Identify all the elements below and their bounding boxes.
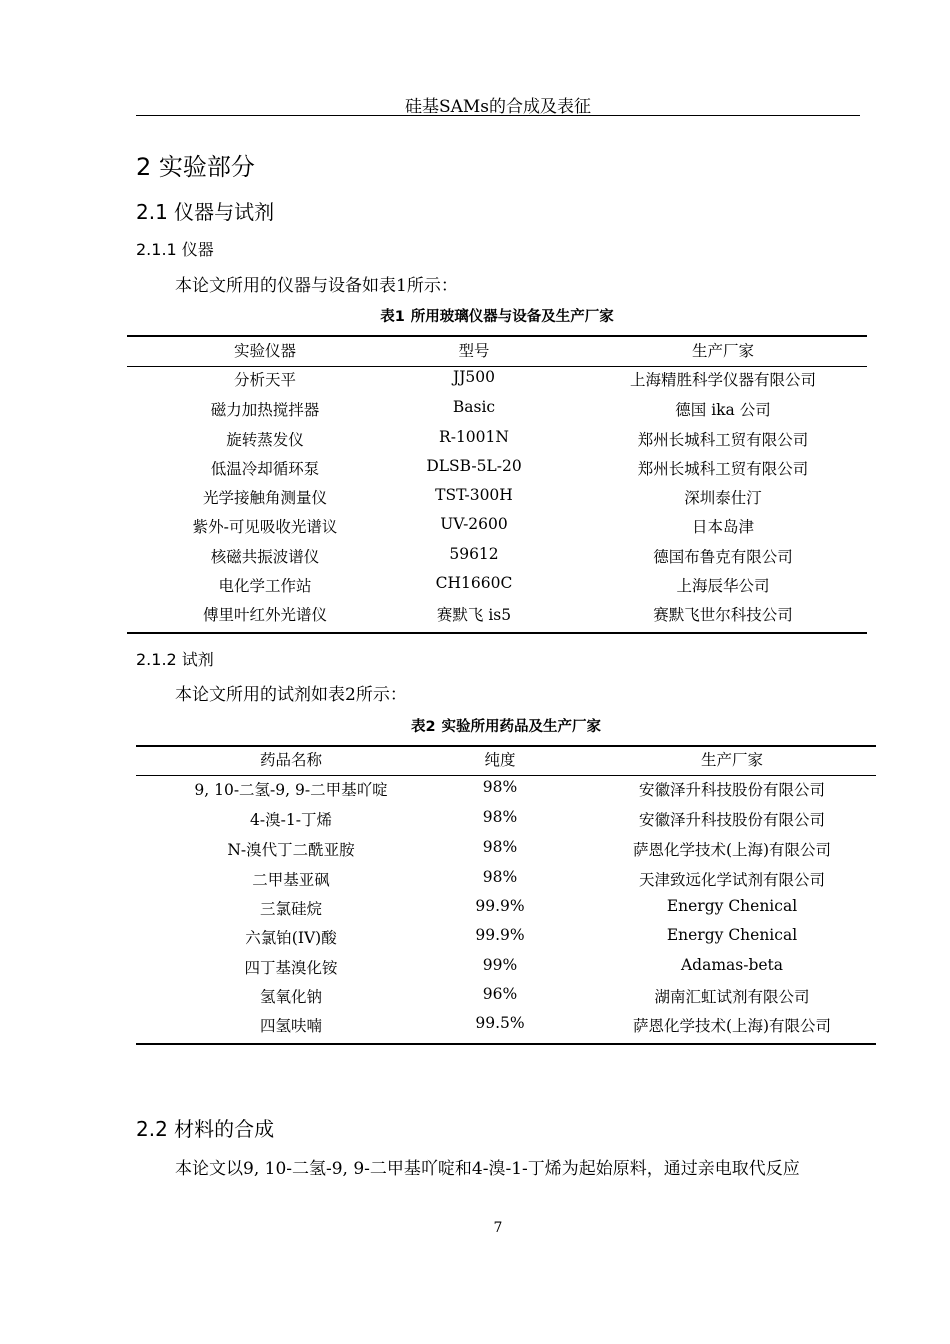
table1-cell: 低温冷却循环泵 — [210, 460, 320, 478]
table1-cell: UV-2600 — [440, 515, 508, 533]
table2-cell: 99% — [482, 956, 518, 974]
table1-cell: 59612 — [449, 545, 499, 563]
table2-caption — [136, 715, 876, 736]
table2-top-rule — [136, 745, 876, 747]
table2-header-cell: 生产厂家 — [700, 751, 763, 769]
running-header: 硅基SAMs的合成及表征 — [404, 97, 592, 117]
subsubsection-title-instruments: 2.1.1 仪器 — [136, 240, 214, 259]
table1-cell: 德国 ika 公司 — [675, 401, 771, 419]
table1-cell: 旋转蒸发仪 — [226, 431, 304, 449]
table1-cell: 郑州长城科工贸有限公司 — [637, 431, 809, 449]
table2-cell: 六氯铂(IV)酸 — [245, 929, 337, 947]
table1-cell: 紫外-可见吸收光谱议 — [192, 518, 338, 536]
table1-top-rule — [127, 335, 867, 337]
table1-header-cell: 实验仪器 — [233, 342, 296, 360]
table2-cell: 99.9% — [475, 926, 525, 944]
table2-cell: 安徽泽升科技股份有限公司 — [638, 811, 825, 829]
table2-header-cell: 纯度 — [484, 751, 516, 769]
table1-header-cell: 型号 — [458, 342, 490, 360]
table1-cell: 深圳泰仕汀 — [684, 489, 762, 507]
table1-cell: 电化学工作站 — [218, 577, 312, 595]
subsubsection-title-reagents: 2.1.2 试剂 — [136, 650, 214, 669]
table1-cell: 德国布鲁克有限公司 — [653, 548, 793, 566]
table2-cell: 96% — [482, 985, 518, 1003]
table1-cell: R-1001N — [439, 428, 509, 446]
table1-caption-label: 表1 — [380, 309, 405, 325]
table2-header-cell: 药品名称 — [259, 751, 322, 769]
table2-cell: 98% — [482, 838, 518, 856]
table2-header-rule — [136, 775, 876, 776]
table2-cell: 98% — [482, 778, 518, 796]
table2-cell: Energy Chenical — [666, 897, 798, 915]
table1-header-cell: 生产厂家 — [691, 342, 754, 360]
table1-cell: JJ500 — [452, 368, 495, 386]
table1-cell: CH1660C — [435, 574, 513, 592]
table1-cell: DLSB-5L-20 — [426, 457, 522, 475]
table2-cell: 99.9% — [475, 897, 525, 915]
table2-caption-label: 表2 — [410, 719, 436, 735]
table1-header-rule — [127, 366, 867, 367]
table1-cell: 赛默飞世尔科技公司 — [653, 606, 793, 624]
table1-cell: 光学接触角测量仪 — [202, 489, 327, 507]
table1-cell: 上海辰华公司 — [676, 577, 770, 595]
table1-cell: 磁力加热搅拌器 — [210, 401, 320, 419]
table2-cell: 安徽泽升科技股份有限公司 — [638, 781, 825, 799]
table1-caption-text: 所用玻璃仪器与设备及生产厂家 — [410, 309, 614, 325]
table2-bottom-rule — [136, 1043, 876, 1045]
paragraph-reagents-intro: 本论文所用的试剂如表2所示： — [175, 685, 407, 705]
table2-cell: Adamas-beta — [680, 956, 784, 974]
table1-cell: TST-300H — [435, 486, 513, 504]
table1-cell: 日本岛津 — [691, 518, 754, 536]
table1-cell: Basic — [452, 398, 496, 416]
paragraph-synthesis: 本论文以9, 10-二氢-9, 9-二甲基吖啶和4-溴-1-丁烯为起始原料，通过亲电取代反应 — [175, 1159, 800, 1179]
table2-cell: N-溴代丁二酰亚胺 — [227, 841, 355, 859]
table2-cell: Energy Chenical — [666, 926, 798, 944]
table2-cell: 三氯硅烷 — [259, 900, 322, 918]
paragraph-instruments-intro: 本论文所用的仪器与设备如表1所示： — [175, 276, 458, 296]
table1-bottom-rule — [127, 632, 867, 634]
subsection-title-synthesis: 2.2 材料的合成 — [136, 1117, 275, 1141]
table2-cell: 9, 10-二氢-9, 9-二甲基吖啶 — [194, 781, 388, 799]
table1-cell: 核磁共振波谱仪 — [210, 548, 320, 566]
table2-cell: 二甲基亚砜 — [252, 871, 330, 889]
table1-cell: 傅里叶红外光谱仪 — [202, 606, 327, 624]
table2-cell: 湖南汇虹试剂有限公司 — [654, 988, 810, 1006]
subsection-title-instruments-reagents: 2.1 仪器与试剂 — [136, 200, 275, 224]
table2-cell: 四丁基溴化铵 — [244, 959, 338, 977]
section-title: 2 实验部分 — [136, 153, 255, 181]
table2-cell: 四氢呋喃 — [259, 1017, 322, 1035]
table1-cell: 上海精胜科学仪器有限公司 — [629, 371, 816, 389]
table2-cell: 98% — [482, 808, 518, 826]
table2-caption-text: 实验所用药品及生产厂家 — [441, 719, 602, 735]
table2-cell: 4-溴-1-丁烯 — [250, 811, 332, 829]
table2-cell: 萨恩化学技术(上海)有限公司 — [632, 841, 832, 859]
table2-cell: 萨恩化学技术(上海)有限公司 — [632, 1017, 832, 1035]
header-rule — [136, 115, 860, 116]
table1-cell: 分析天平 — [233, 371, 296, 389]
table1-caption — [127, 305, 867, 326]
table2-cell: 99.5% — [475, 1014, 525, 1032]
table2-cell: 98% — [482, 868, 518, 886]
table1-cell: 郑州长城科工贸有限公司 — [637, 460, 809, 478]
page-number: 7 — [493, 1220, 503, 1236]
table2-cell: 氢氧化钠 — [259, 988, 322, 1006]
table2-cell: 天津致远化学试剂有限公司 — [638, 871, 825, 889]
table1-cell: 赛默飞 is5 — [436, 606, 512, 624]
